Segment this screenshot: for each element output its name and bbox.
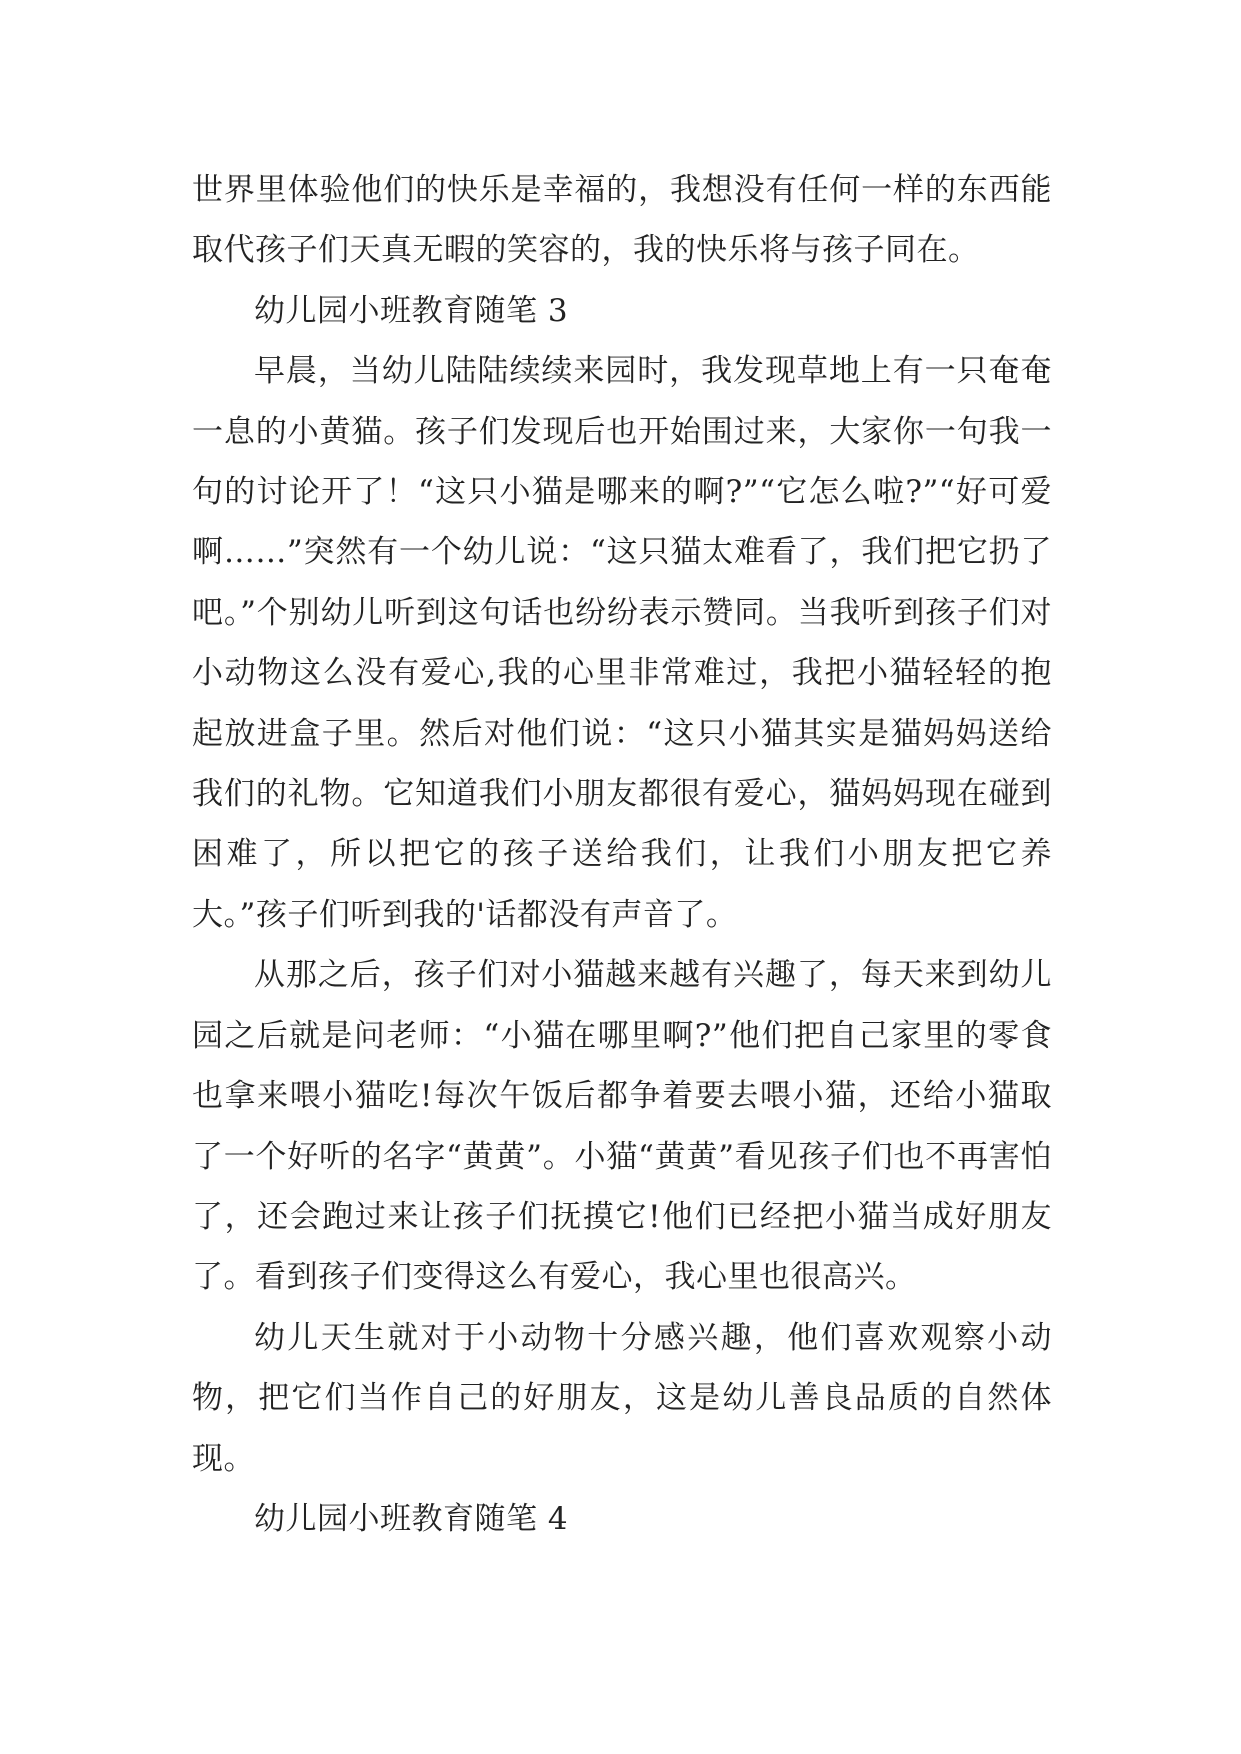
paragraph-reflection: 幼儿天生就对于小动物十分感兴趣，他们喜欢观察小动物，把它们当作自己的好朋友，这是幼儿善良品质的自然体现。 — [192, 1319, 1052, 1477]
paragraph-after-that: 从那之后，孩子们对小猫越来越有兴趣了，每天来到幼儿园之后就是问老师：“小猫在哪里啊?”他们把自己家里的零食也拿来喂小猫吃!每次午饭后都争着要去喂小猫，还给小猫取了一个好听的名字“黄黄”。小猫“黄黄”看见孩子们也不再害怕了，还会跑过来让孩子们抚摸它!他们已经把小猫当成好朋友了。看到孩子们变得这么有爱心，我心里也很高兴。 — [192, 957, 1052, 1296]
paragraph-kitten-story: 早晨，当幼儿陆陆续续来园时，我发现草地上有一只奄奄一息的小黄猫。孩子们发现后也开始围过来，大家你一句我一句的讨论开了！“这只小猫是哪来的啊?”“它怎么啦?”“好可爱啊……”突然有一个幼儿说：“这只猫太难看了，我们把它扔了吧。”个别幼儿听到这句话也纷纷表示赞同。当我听到孩子们对小动物这么没有爱心,我的心里非常难过，我把小猫轻轻的抱起放进盒子里。然后对他们说：“这只小猫其实是猫妈妈送给我们的礼物。它知道我们小朋友都很有爱心，猫妈妈现在碰到困难了，所以把它的孩子送给我们，让我们小朋友把它养大。”孩子们听到我的'话都没有声音了。 — [192, 353, 1052, 933]
paragraph-continuation: 世界里体验他们的快乐是幸福的，我想没有任何一样的东西能取代孩子们天真无暇的笑容的，我的快乐将与孩子同在。 — [192, 172, 1052, 269]
section-heading-3: 幼儿园小班教育随笔 3 — [254, 292, 569, 329]
section-heading-4: 幼儿园小班教育随笔 4 — [254, 1500, 569, 1537]
document-body — [192, 160, 1052, 1549]
